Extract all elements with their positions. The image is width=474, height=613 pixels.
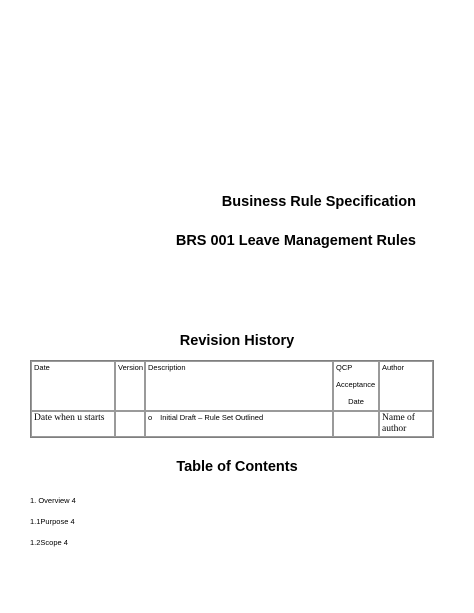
toc-item-purpose[interactable]: 1.1Purpose 4: [30, 517, 75, 526]
revision-history-table: [30, 360, 434, 438]
toc-item-overview[interactable]: 1. Overview 4: [30, 496, 76, 505]
table-row: [31, 411, 433, 437]
bullet-icon: o: [148, 413, 153, 422]
header-qcp-acceptance-date: [333, 361, 379, 411]
toc-item-scope[interactable]: 1.2Scope 4: [30, 538, 68, 547]
header-qcp-line2: Acceptance: [336, 380, 376, 389]
cell-description-text: Initial Draft – Rule Set Outlined: [160, 413, 264, 422]
revision-table-header-row: [31, 361, 433, 411]
header-date: Date: [31, 361, 115, 411]
cell-description: [145, 411, 333, 437]
header-qcp-line1: QCP: [336, 363, 353, 372]
header-description: Description: [145, 361, 333, 411]
cell-qcp-acceptance-date: [333, 411, 379, 437]
revision-history-heading: Revision History: [179, 333, 295, 349]
cell-author: Name of author: [379, 411, 433, 437]
cell-date: Date when u starts: [31, 411, 115, 437]
document-title: Business Rule Specification: [221, 194, 416, 210]
document-subtitle: BRS 001 Leave Management Rules: [175, 233, 416, 249]
header-qcp-line3: Date: [348, 397, 364, 406]
cell-version: [115, 411, 145, 437]
toc-heading: Table of Contents: [176, 459, 298, 475]
header-version: Version: [115, 361, 145, 411]
header-author: Author: [379, 361, 433, 411]
